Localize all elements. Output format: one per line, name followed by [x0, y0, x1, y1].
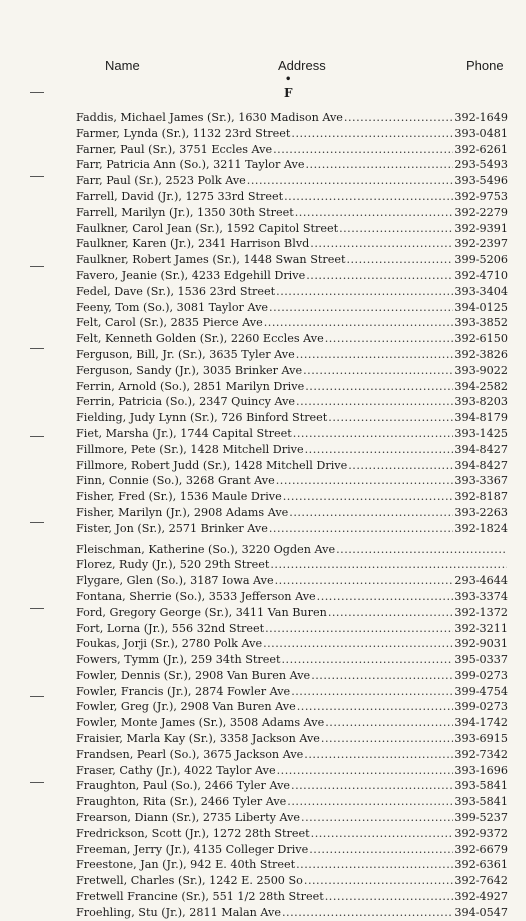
dot-leader	[328, 605, 454, 621]
dot-leader	[287, 794, 453, 810]
entry-phone: 394-8427	[454, 442, 508, 456]
entry-name-address: Frandsen, Pearl (So.), 3675 Jackson Ave	[76, 747, 304, 761]
margin-mark	[30, 522, 44, 523]
entry-phone: 392-6261	[454, 142, 508, 156]
entry-name-address: Fontana, Sherrie (So.), 3533 Jefferson Ave	[76, 589, 316, 603]
entry-phone: 392-9031	[454, 637, 508, 651]
entry-phone: 392-9372	[454, 826, 508, 840]
dot-leader	[325, 331, 454, 347]
dot-leader	[269, 300, 453, 316]
dot-leader	[321, 731, 453, 747]
entry-name-address: Fister, Jon (Sr.), 2571 Brinker Ave	[76, 521, 268, 535]
directory-entry	[76, 873, 508, 889]
dot-leader	[265, 621, 453, 637]
entry-phone: 392-9391	[454, 221, 508, 235]
directory-entry	[76, 221, 508, 237]
entry-name-address: Flygare, Glen (So.), 3187 Iowa Ave	[76, 574, 274, 588]
entry-phone: 393-9022	[454, 363, 508, 377]
dot-leader	[276, 284, 453, 300]
directory-entry	[76, 857, 508, 873]
entry-phone: 393-5496	[454, 174, 508, 188]
entry-phone: 399-5206	[454, 253, 508, 267]
entry-name-address: Ford, Gregory George (Sr.), 3411 Van Buren	[76, 605, 327, 619]
entry-phone: 399-0273	[454, 668, 508, 682]
directory-entry	[76, 905, 508, 921]
dot-leader	[277, 763, 454, 779]
entry-name-address: Frearson, Diann (Sr.), 2735 Liberty Ave	[76, 811, 301, 825]
entry-name-address: Fielding, Judy Lynn (Sr.), 726 Binford Street	[76, 411, 328, 425]
dot-leader	[289, 505, 453, 521]
entry-name-address: Fretwell Francine (Sr.), 551 1/2 28th Street	[76, 890, 324, 904]
dot-leader	[305, 379, 453, 395]
dot-leader	[304, 747, 453, 763]
dot-leader	[336, 542, 507, 558]
dot-leader	[296, 857, 453, 873]
dot-leader	[305, 157, 453, 173]
entry-name-address: Farr, Patricia Ann (So.), 3211 Taylor Ave	[76, 158, 305, 172]
entry-phone: 392-6679	[454, 842, 508, 856]
entry-phone: 392-4927	[454, 890, 508, 904]
entry-group	[76, 110, 508, 537]
entry-name-address: Fowers, Tymm (Jr.), 259 34th Street	[76, 653, 281, 667]
directory-entry	[76, 826, 508, 842]
entry-name-address: Florez, Rudy (Jr.), 520 29th Street	[76, 558, 270, 572]
dot-leader	[247, 173, 454, 189]
entry-phone: 394-0125	[454, 300, 508, 314]
entry-phone: 394-0547	[454, 905, 508, 919]
directory-entry	[76, 347, 508, 363]
entry-name-address: Faddis, Michael James (Sr.), 1630 Madison Ave	[76, 111, 343, 124]
margin-mark	[30, 266, 44, 267]
directory-entry	[76, 573, 508, 589]
entry-phone: 392-3826	[454, 347, 508, 361]
directory-entry	[76, 157, 508, 173]
directory-entry	[76, 173, 508, 189]
entry-name-address: Fraughton, Paul (So.), 2466 Tyler Ave	[76, 779, 291, 793]
directory-entry	[76, 889, 508, 905]
entry-phone: 392-9753	[454, 189, 508, 203]
entry-name-address: Felt, Carol (Sr.), 2835 Pierce Ave	[76, 316, 263, 330]
directory-entry	[76, 300, 508, 316]
directory-entry	[76, 589, 508, 605]
margin-mark	[30, 176, 44, 177]
entry-name-address: Fowler, Dennis (Sr.), 2908 Van Buren Ave	[76, 668, 311, 682]
entry-name-address: Fretwell, Charles (Sr.), 1242 E. 2500 So	[76, 874, 303, 888]
directory-entry	[76, 605, 508, 621]
directory-entry	[76, 715, 508, 731]
directory-entry	[76, 458, 508, 474]
directory-entry	[76, 842, 508, 858]
entry-name-address: Fisher, Fred (Sr.), 1536 Maule Drive	[76, 490, 282, 504]
entry-name-address: Fraughton, Rita (Sr.), 2466 Tyler Ave	[76, 795, 287, 809]
dot-leader	[309, 842, 453, 858]
entry-name-address: Fraisier, Marla Kay (Sr.), 3358 Jackson Ave	[76, 732, 320, 746]
entry-name-address: Froehling, Stu (Jr.), 2811 Malan Ave	[76, 905, 281, 919]
directory-entry	[76, 473, 508, 489]
entry-phone: 393-3404	[454, 284, 508, 298]
margin-mark	[30, 92, 44, 93]
entry-name-address: Farmer, Lynda (Sr.), 1132 23rd Street	[76, 126, 291, 140]
directory-entry	[76, 110, 508, 126]
directory-entry	[76, 315, 508, 331]
dot-leader	[291, 778, 453, 794]
margin-mark	[30, 436, 44, 437]
directory-entry	[76, 426, 508, 442]
dot-leader	[325, 889, 454, 905]
entry-name-address: Fleischman, Katherine (So.), 3220 Ogden Ave	[76, 542, 336, 556]
directory-entry	[76, 652, 508, 668]
dot-leader	[273, 142, 453, 158]
dot-leader	[291, 126, 453, 142]
entry-phone: 399-4754	[454, 684, 508, 698]
section-letter: F	[284, 86, 293, 100]
entry-phone: 293-4644	[454, 574, 508, 588]
entry-phone: 392-6150	[454, 332, 508, 346]
dot-leader	[348, 458, 453, 474]
dot-leader	[270, 557, 507, 573]
entry-name-address: Farr, Paul (Sr.), 2523 Polk Ave	[76, 174, 246, 188]
entry-name-address: Fillmore, Pete (Sr.), 1428 Mitchell Drive	[76, 442, 304, 456]
entry-phone: 399-5237	[454, 811, 508, 825]
directory-entry	[76, 489, 508, 505]
dot-leader	[305, 442, 454, 458]
dot-leader	[344, 110, 453, 126]
entry-name-address: Fredrickson, Scott (Jr.), 1272 28th Street	[76, 826, 310, 840]
directory-entry	[76, 684, 508, 700]
dot-leader	[301, 810, 453, 826]
entry-name-address: Farrell, David (Jr.), 1275 33rd Street	[76, 189, 284, 203]
entry-phone: 394-1742	[454, 716, 508, 730]
entry-name-address: Fillmore, Robert Judd (Sr.), 1428 Mitchell Drive	[76, 458, 348, 472]
directory-entry	[76, 410, 508, 426]
phone-column-header: Phone	[466, 58, 504, 73]
dot-leader	[304, 873, 454, 889]
directory-entry	[76, 126, 508, 142]
entry-phone: 392-6361	[454, 858, 508, 872]
directory-entry	[76, 252, 508, 268]
dot-leader	[284, 189, 453, 205]
entry-name-address: Favero, Jeanie (Sr.), 4233 Edgehill Drive	[76, 268, 306, 282]
dot-leader	[283, 489, 454, 505]
entry-phone: 392-4710	[454, 268, 508, 282]
margin-mark	[30, 348, 44, 349]
entry-name-address: Ferrin, Arnold (So.), 2851 Marilyn Drive	[76, 379, 305, 393]
directory-entry	[76, 284, 508, 300]
entry-name-address: Freeman, Jerry (Jr.), 4135 Colleger Drive	[76, 842, 309, 856]
entry-phone: 392-7642	[454, 874, 508, 888]
directory-entry	[76, 763, 508, 779]
dot-leader	[293, 426, 454, 442]
entry-phone: 392-1372	[454, 605, 508, 619]
entry-phone: 393-0481	[454, 126, 508, 140]
directory-entry	[76, 747, 508, 763]
directory-entry	[76, 731, 508, 747]
directory-entry	[76, 557, 508, 573]
entry-name-address: Fort, Lorna (Jr.), 556 32nd Street	[76, 621, 265, 635]
directory-entry	[76, 142, 508, 158]
entry-phone: 392-8187	[454, 490, 508, 504]
entry-phone: 392-2397	[454, 237, 508, 251]
entry-phone: 393-3367	[454, 474, 508, 488]
entry-name-address: Faulkner, Robert James (Sr.), 1448 Swan Street	[76, 253, 346, 267]
entry-phone: 394-8427	[454, 458, 508, 472]
entry-name-address: Foukas, Jorji (Sr.), 2780 Polk Ave	[76, 637, 263, 651]
entry-name-address: Faulkner, Karen (Jr.), 2341 Harrison Blvd	[76, 237, 310, 251]
dot-leader	[276, 473, 454, 489]
dot-leader	[328, 410, 453, 426]
entry-group	[76, 542, 508, 921]
entry-phone: 392-2279	[454, 205, 508, 219]
dot-leader	[297, 699, 454, 715]
entry-phone: 394-8179	[454, 411, 508, 425]
directory-listing	[76, 110, 508, 921]
directory-entry	[76, 699, 508, 715]
entry-phone: 393-1696	[454, 763, 508, 777]
entry-name-address: Fisher, Marilyn (Jr.), 2908 Adams Ave	[76, 505, 289, 519]
directory-entry	[76, 189, 508, 205]
dot-leader	[295, 205, 454, 221]
entry-phone: 393-3852	[454, 316, 508, 330]
dot-leader	[317, 589, 454, 605]
address-column-header: Address	[278, 58, 326, 73]
dot-leader	[306, 268, 453, 284]
entry-name-address: Freestone, Jan (Jr.), 942 E. 40th Street	[76, 858, 296, 872]
entry-name-address: Ferguson, Sandy (Jr.), 3035 Brinker Ave	[76, 363, 303, 377]
dot-leader	[291, 684, 453, 700]
entry-phone: 393-8203	[454, 395, 508, 409]
dot-leader	[310, 236, 453, 252]
entry-phone: 392-3211	[454, 621, 508, 635]
directory-entry	[76, 636, 508, 652]
dot-leader	[296, 347, 454, 363]
dot-leader	[346, 252, 453, 268]
directory-entry	[76, 668, 508, 684]
dot-leader	[325, 715, 453, 731]
directory-entry	[76, 442, 508, 458]
entry-phone: 394-2582	[454, 379, 508, 393]
dot-leader	[269, 521, 454, 537]
directory-entry	[76, 505, 508, 521]
entry-name-address: Fowler, Greg (Jr.), 2908 Van Buren Ave	[76, 700, 296, 714]
section-dot: •	[285, 74, 292, 85]
entry-phone: 393-3374	[454, 589, 508, 603]
directory-entry	[76, 521, 508, 537]
directory-entry	[76, 363, 508, 379]
directory-entry	[76, 778, 508, 794]
entry-name-address: Fiet, Marsha (Jr.), 1744 Capital Street	[76, 426, 292, 440]
entry-name-address: Farrell, Marilyn (Jr.), 1350 30th Street	[76, 205, 294, 219]
entry-phone: 392-1824	[454, 521, 508, 535]
entry-phone: 393-2263	[454, 505, 508, 519]
entry-phone: 399-0273	[454, 700, 508, 714]
margin-mark	[30, 608, 44, 609]
directory-entry	[76, 810, 508, 826]
entry-phone: 393-6915	[454, 732, 508, 746]
dot-leader	[282, 652, 454, 668]
dot-leader	[282, 905, 453, 921]
entry-name-address: Fowler, Francis (Jr.), 2874 Fowler Ave	[76, 684, 291, 698]
entry-phone: 393-1425	[454, 426, 508, 440]
directory-entry	[76, 205, 508, 221]
dot-leader	[263, 636, 453, 652]
entry-phone: 393-5841	[454, 779, 508, 793]
entry-phone: 293-5493	[454, 158, 508, 172]
entry-name-address: Fowler, Monte James (Sr.), 3508 Adams Ave	[76, 716, 325, 730]
dot-leader	[264, 315, 454, 331]
entry-name-address: Felt, Kenneth Golden (Sr.), 2260 Eccles Ave	[76, 332, 324, 346]
dot-leader	[275, 573, 454, 589]
margin-mark	[30, 696, 44, 697]
entry-name-address: Ferrin, Patricia (So.), 2347 Quincy Ave	[76, 395, 296, 409]
dot-leader	[339, 221, 453, 237]
entry-name-address: Faulkner, Carol Jean (Sr.), 1592 Capitol Street	[76, 221, 339, 235]
directory-entry	[76, 268, 508, 284]
entry-name-address: Feeny, Tom (So.), 3081 Taylor Ave	[76, 300, 269, 314]
dot-leader	[311, 826, 454, 842]
directory-entry	[76, 331, 508, 347]
dot-leader	[303, 363, 453, 379]
margin-mark	[30, 782, 44, 783]
dot-leader	[296, 394, 453, 410]
entry-name-address: Fraser, Cathy (Jr.), 4022 Taylor Ave	[76, 763, 276, 777]
name-column-header: Name	[105, 58, 140, 73]
entry-name-address: Fedel, Dave (Sr.), 1536 23rd Street	[76, 284, 276, 298]
entry-name-address: Finn, Connie (So.), 3268 Grant Ave	[76, 474, 275, 488]
directory-entry	[76, 236, 508, 252]
directory-entry	[76, 379, 508, 395]
dot-leader	[311, 668, 453, 684]
directory-entry	[76, 542, 508, 558]
entry-phone: 395-0337	[454, 653, 508, 667]
entry-phone: 393-5841	[454, 795, 508, 809]
entry-phone: 392-1649	[454, 111, 508, 124]
directory-entry	[76, 621, 508, 637]
entry-name-address: Ferguson, Bill, Jr. (Sr.), 3635 Tyler Ave	[76, 347, 295, 361]
directory-entry	[76, 394, 508, 410]
directory-entry	[76, 794, 508, 810]
entry-name-address: Farner, Paul (Sr.), 3751 Eccles Ave	[76, 142, 273, 156]
entry-phone: 392-7342	[454, 747, 508, 761]
